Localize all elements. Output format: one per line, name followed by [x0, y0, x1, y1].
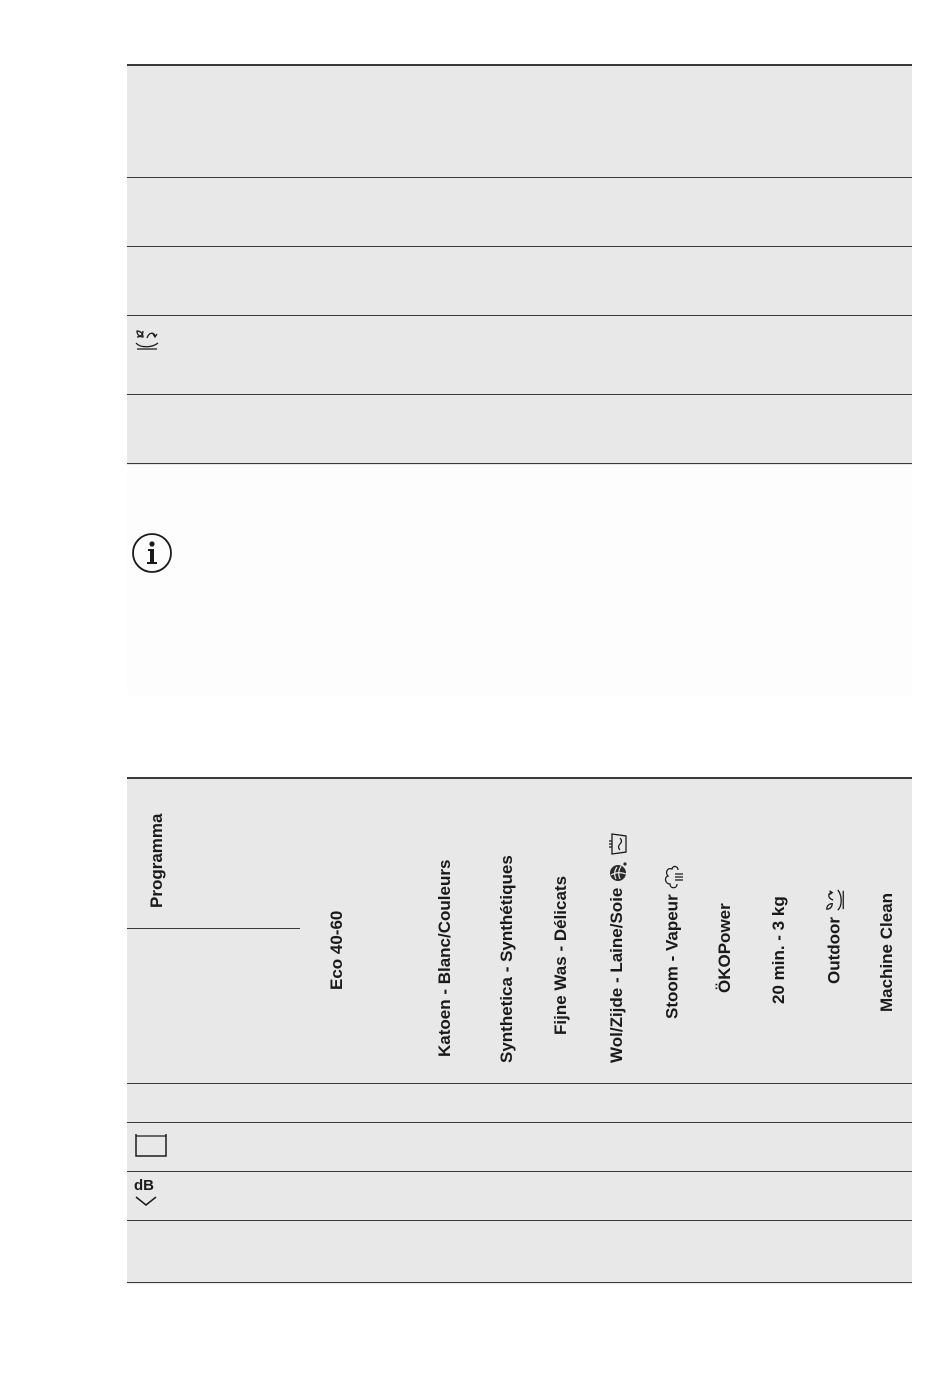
program-stoom-label: Stoom - Vapeur: [662, 894, 682, 1019]
row-divider: [127, 394, 912, 395]
table-top-rule: [127, 64, 912, 66]
program-outdoor: [824, 888, 846, 984]
row-divider: [127, 1171, 912, 1172]
chevron-down-icon: [134, 1195, 160, 1207]
db-quiet-icon: [134, 1178, 164, 1212]
program-okopower: ÖKOPower: [715, 903, 734, 993]
steam-icon: [662, 864, 684, 890]
program-header-label: Programma: [147, 813, 166, 908]
program-wol-zijde: [607, 832, 628, 1063]
hand-wash-icon: [608, 832, 628, 856]
program-katoen: Katoen - Blanc/Couleurs: [435, 859, 454, 1057]
row-divider: [127, 1122, 912, 1123]
program-stoom: [662, 864, 684, 1019]
tub-icon: [134, 1132, 168, 1158]
program-wol-zijde-label: Wol/Zijde - Laine/Soie: [607, 887, 626, 1063]
program-table: [127, 777, 912, 1284]
table-bottom-rule: [127, 1282, 912, 1283]
info-icon: [131, 532, 173, 574]
table-bottom-rule: [127, 463, 912, 464]
row-divider: [127, 315, 912, 316]
program-20-min: 20 min. - 3 kg: [769, 896, 788, 1004]
row-divider: [127, 1220, 912, 1221]
program-fijne-was: Fijne Was - Délicats: [551, 875, 570, 1035]
program-outdoor-label: Outdoor: [824, 916, 844, 984]
wool-icon: [608, 861, 628, 883]
row-divider: [127, 177, 912, 178]
db-quiet-icon-text: dB: [134, 1177, 154, 1194]
outdoor-icon: [824, 888, 846, 912]
header-divider: [127, 928, 300, 929]
table-top-rule: [127, 777, 912, 779]
program-synthetica: Synthetica - Synthétiques: [497, 855, 516, 1063]
row-divider: [127, 246, 912, 247]
row-divider: [127, 1083, 912, 1084]
program-eco-40-60: Eco 40-60: [327, 910, 346, 990]
upper-options-table: [127, 64, 912, 465]
outdoor-icon: [134, 328, 160, 352]
info-note: [127, 465, 912, 695]
program-machine-clean: Machine Clean: [877, 892, 896, 1012]
